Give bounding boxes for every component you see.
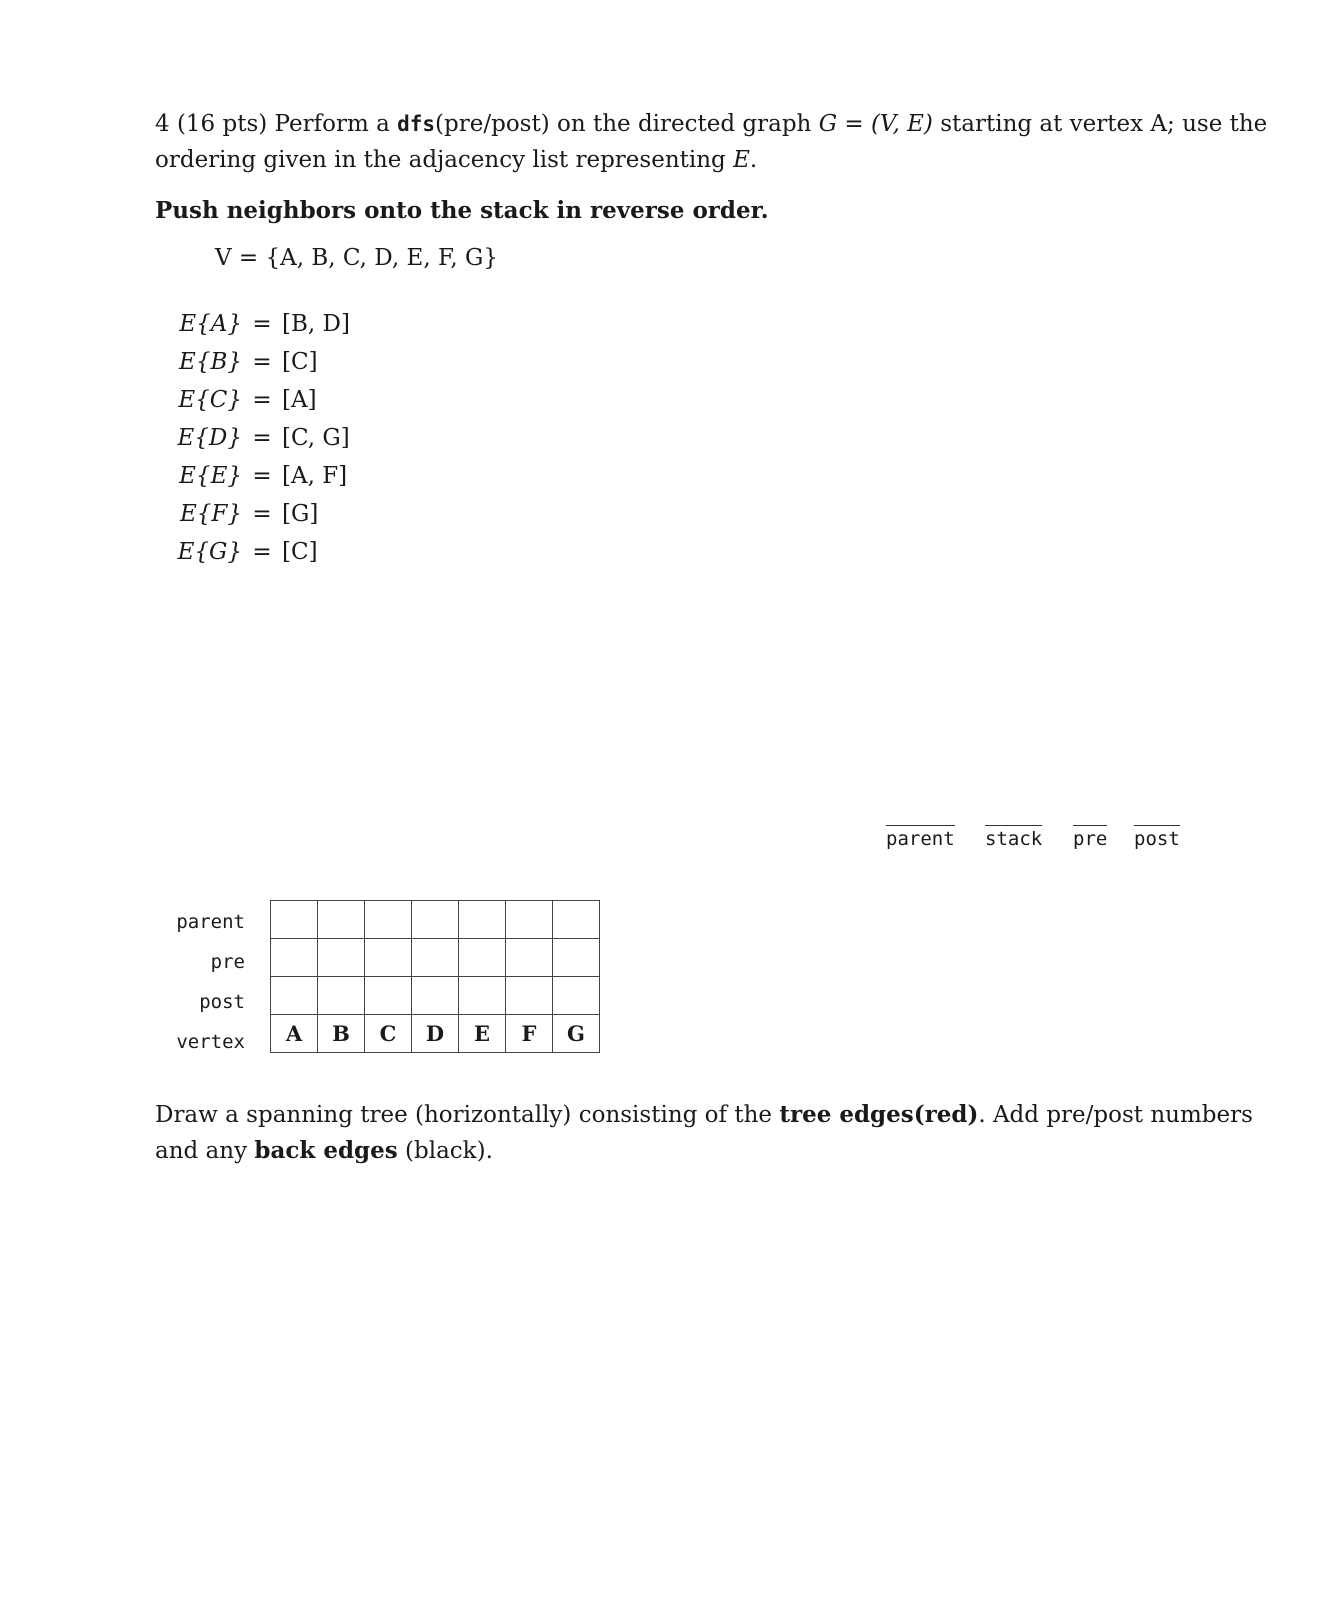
closing-text: . Add pre/post numbers (978, 1102, 1253, 1128)
closing-text: (black). (397, 1138, 493, 1164)
vertex-cell-b: B (318, 1015, 365, 1053)
post-cell[interactable] (365, 977, 412, 1015)
parent-cell[interactable] (412, 901, 459, 939)
edge-set-math: E (733, 147, 750, 173)
parent-cell[interactable] (318, 901, 365, 939)
pre-cell[interactable] (553, 939, 600, 977)
parent-cell[interactable] (553, 901, 600, 939)
edge-lhs: E{G} (177, 539, 242, 565)
pre-cell[interactable] (412, 939, 459, 977)
pre-cell[interactable] (365, 939, 412, 977)
post-cell[interactable] (553, 977, 600, 1015)
edge-eq: = (252, 349, 272, 375)
parent-cell[interactable] (365, 901, 412, 939)
edge-lhs: E{A} (179, 311, 242, 337)
header-parent: parent (886, 825, 955, 850)
back-edges-bold: back edges (254, 1137, 398, 1164)
edge-eq: = (252, 501, 272, 527)
post-cell[interactable] (506, 977, 553, 1015)
vertex-cell-g: G (553, 1015, 600, 1053)
header-pre: pre (1073, 825, 1107, 850)
answer-table (270, 900, 600, 1053)
post-cell[interactable] (271, 977, 318, 1015)
edge-row (150, 495, 350, 533)
tree-edges-bold: tree edges(red) (779, 1101, 979, 1128)
closing-text: and any (155, 1138, 255, 1164)
edge-eq: = (252, 539, 272, 565)
vertex-cell-e: E (459, 1015, 506, 1053)
edge-eq: = (252, 311, 272, 337)
edge-rhs: [C, G] (282, 425, 350, 451)
edge-row (150, 533, 350, 571)
edge-row (150, 457, 350, 495)
edge-lhs: E{F} (179, 501, 242, 527)
instruction-heading: Push neighbors onto the stack in reverse order. (155, 197, 769, 224)
row-label-parent: parent (176, 911, 245, 933)
edge-lhs: E{B} (179, 349, 242, 375)
edge-rhs: [A, F] (282, 463, 348, 489)
post-cell[interactable] (318, 977, 365, 1015)
table-row-post (271, 977, 600, 1015)
edge-row (150, 381, 350, 419)
vertex-cell-a: A (271, 1015, 318, 1053)
question-line-2 (155, 142, 1185, 178)
stack-trace-headers (0, 825, 1324, 855)
vertex-cell-c: C (365, 1015, 412, 1053)
edge-rhs: [C] (282, 539, 318, 565)
vertex-cell-d: D (412, 1015, 459, 1053)
question-text: starting at vertex A; use the (932, 111, 1268, 137)
edge-eq: = (252, 425, 272, 451)
post-cell[interactable] (459, 977, 506, 1015)
question-line-1 (155, 106, 1268, 142)
pre-cell[interactable] (271, 939, 318, 977)
table-row-pre (271, 939, 600, 977)
question-text: . (749, 147, 758, 173)
question-text: ordering given in the adjacency list representing (155, 147, 734, 173)
pre-cell[interactable] (459, 939, 506, 977)
graph-math: G = (V, E) (818, 111, 933, 137)
question-paragraph (155, 106, 1268, 178)
edge-row (150, 343, 350, 381)
parent-cell[interactable] (271, 901, 318, 939)
edge-rhs: [G] (282, 501, 319, 527)
header-stack: stack (985, 825, 1042, 850)
edge-row (150, 419, 350, 457)
edge-lhs: E{C} (178, 387, 242, 413)
dfs-code: dfs (397, 112, 436, 136)
edge-rhs: [B, D] (282, 311, 350, 337)
row-label-post: post (199, 991, 245, 1013)
edge-rhs: [A] (282, 387, 317, 413)
parent-cell[interactable] (459, 901, 506, 939)
edge-eq: = (252, 387, 272, 413)
edge-lhs: E{E} (179, 463, 242, 489)
table-row-parent (271, 901, 600, 939)
closing-paragraph (155, 1097, 1253, 1169)
closing-line-1 (155, 1097, 1253, 1133)
vertex-set: V = {A, B, C, D, E, F, G} (215, 245, 498, 271)
table-row-vertex (271, 1015, 600, 1053)
parent-cell[interactable] (506, 901, 553, 939)
table-row-labels (150, 902, 245, 1062)
edge-eq: = (252, 463, 272, 489)
adjacency-list (150, 305, 350, 571)
row-label-pre: pre (210, 951, 245, 973)
pre-cell[interactable] (506, 939, 553, 977)
edge-rhs: [C] (282, 349, 318, 375)
edge-lhs: E{D} (177, 425, 242, 451)
vertex-cell-f: F (506, 1015, 553, 1053)
closing-text: Draw a spanning tree (horizontally) consisting of the (155, 1102, 780, 1128)
question-text: 4 (16 pts) Perform a (155, 111, 398, 137)
row-label-vertex: vertex (176, 1031, 245, 1053)
question-text: (pre/post) on the directed graph (435, 111, 819, 137)
edge-row (150, 305, 350, 343)
post-cell[interactable] (412, 977, 459, 1015)
header-post: post (1134, 825, 1180, 850)
closing-line-2 (155, 1133, 1185, 1169)
pre-cell[interactable] (318, 939, 365, 977)
